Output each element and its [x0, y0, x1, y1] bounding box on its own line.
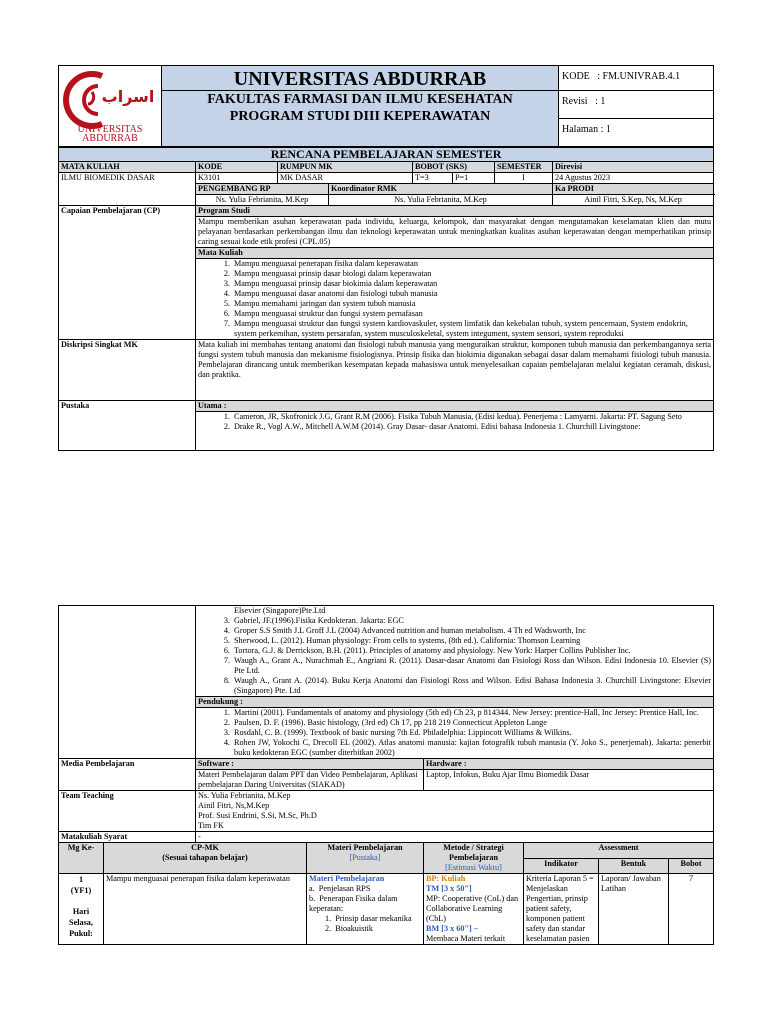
materi-cell: Materi Pembelajaran a. Penjelasan RPS b. Penerapan Fisika dalam keperatan: 1. Prinsip dasar mekanika 2. Bioakuistik [307, 874, 424, 945]
header-kaprodi: Ka PRODI [553, 184, 714, 195]
pustaka-item: 2. Drake R., Vogl A.W., Mitchell A.W.M (2014). Gray Dasar- dasar Anatomi. Edisi bahasa Indonesia 1. Churchill Livingstone: [232, 422, 711, 432]
mata-kuliah-label: Mata Kuliah [196, 248, 714, 259]
faculty-program: FAKULTAS FARMASI DAN ILMU KESEHATAN PROGRAM STUDI DIII KEPERAWATAN [162, 91, 559, 147]
metode-cell: BP: Kuliah TM [3 x 50"] MP: Cooperative (CoL) dan Collaborative Learning (CbL) BM [3 x 60"] – Membaca Materi terkait [424, 874, 524, 945]
header-materi: Materi Pembelajaran [Pustaka] [307, 843, 424, 874]
svg-text:UNIVERSITAS: UNIVERSITAS [77, 124, 143, 135]
svg-text:اسراب: اسراب [101, 87, 155, 106]
abdurrab-logo-icon [62, 68, 158, 142]
cp-mk-item: 4. Mampu menguasai dasar anatomi dan fisiologi tubuh manusia [232, 289, 711, 299]
media-label: Media Pembelajaran [59, 759, 196, 791]
university-name: UNIVERSITAS ABDURRAB [162, 66, 559, 91]
header-assessment: Assessment [524, 843, 714, 859]
pustaka-continued-label [59, 606, 196, 759]
team-member: Ns. Yulia Febrianita, M.Kep [198, 791, 291, 800]
pustaka-item: 5. Sherwood, L. (2012). Human physiology: From cells to systems, (8th ed.). California: Thomson Learning [232, 636, 711, 646]
header-pengembang: PENGEMBANG RP [196, 184, 329, 195]
header-metode: Metode / Strategi Pembelajaran [Estimasi Waktu] [424, 843, 524, 874]
pendukung-item: 2. Paulsen, D. F. (1996). Basic histology, (3rd ed) Ch 17, pp 218 219 Connecticut Appleton Lange [232, 718, 711, 728]
pustaka-continuation: Elsevier (Singapore)Pte.Ltd [234, 606, 326, 615]
utama-list-continued [196, 606, 714, 697]
software-label: Software : [196, 759, 424, 770]
utama-list [196, 412, 714, 451]
program-studi-text: Mampu memberikan asuhan keperawatan pada individu, keluarga, kelompok, dan masyarakat dengan mengutamakan keselamatan klien dan mutu pelayanan berdasarkan perkembangan ilmu dan teknologi keperawatan untuk meningkatkan kualitas asuhan keperawatan dengan memperhatikan prinsip caring sesuai kode etik profesi (CPL.05) [196, 217, 714, 248]
pustaka-item: 7. Waugh A., Grant A., Nurachmah E., Angriani R. (2011). Dasar-dasar Anatomi dan Fisiologi Ross dan Wilson. Edisi Indonesia 10. Elsevier (S) Pte Ltd. [232, 656, 711, 676]
cp-mk-item: 5. Mampu memahami jaringan dan system tubuh manusia [232, 299, 711, 309]
cp-mk-item: 3. Mampu menguasai prinsip dasar biokimia dalam keperawatan [232, 279, 711, 289]
pengembang-name: Ns. Yulia Febrianita, M.Kep [196, 195, 329, 206]
course-p: P=1 [453, 173, 495, 184]
header-cpmk: CP-MK (Sesuai tahapan belajar) [104, 843, 307, 874]
pustaka-item: 1. Cameron, JR, Skofronick J.G, Grant R.M (2006). Fisika Tubuh Manusia, (Edisi kedua). Penerjema : Lamyarni. Jakarta: PT. Sagung Seto [232, 412, 711, 422]
cp-mk-item: 1. Mampu menguasai penerapan fisika dalam keperawatan [232, 259, 711, 269]
koordinator-name: Ns. Yulia Febrianita, M.Kep [329, 195, 553, 206]
hardware-label: Hardware : [424, 759, 714, 770]
header-rumpun: RUMPUN MK [278, 162, 413, 173]
cp-mk-item: 7. Mampu menguasai struktur dan fungsi system kardiovaskuler, system limfatik dan kekebalan tubuh, system pencernaan, System endokrin, system perkemihan, system persarafan, system musculoskeletal, system integument, system sensori, system reproduksi [232, 319, 711, 339]
university-logo [59, 66, 162, 147]
pendukung-label: Pendukung : [196, 697, 714, 708]
course-rumpun: MK DASAR [278, 173, 413, 184]
week-cell: 1 (YF1) Hari Selasa, Pukul: [59, 874, 104, 945]
syarat-label: Matakuliah Syarat [59, 832, 196, 843]
header-direvisi: Direvisi [553, 162, 714, 173]
svg-text:ABDURRAB: ABDURRAB [82, 133, 138, 142]
pustaka-item: 6. Tortora, G.J. & Derrickson, B.H. (2011). Principles of anatomy and physiology. New York: Harper Collins Publisher Inc. [232, 646, 711, 656]
pustaka-item: 3. Gabriel, JF.(1996).Fisika Kedokteran. Jakarta: EGC [232, 616, 711, 626]
header-mg-ke: Mg Ke- [59, 843, 104, 874]
document-header [58, 65, 714, 147]
pendukung-item: 1. Martini (2001). Fundamentals of anatomy and physiology (5th ed) Ch 23, p 814344. New Jersey: prentice-Hall, Inc Jersey: Prentice Hall, Inc. [232, 708, 711, 718]
deskripsi-label: Diskripsi Singkat MK [59, 340, 196, 401]
pustaka-item: 4. Groper S.S Smith J.L Groff J.L (2004) Advanced nutrition and human metabolism. 4 Th ed Wadsworth, Inc [232, 626, 711, 636]
team-member: Ainil Fitri, Ns,M.Kep [198, 801, 270, 810]
header-indikator: Indikator [524, 858, 599, 874]
halaman-cell: Halaman : 1 [559, 119, 714, 147]
pustaka-item: 8. Waugh A., Grant A. (2014). Buku Kerja Anatomi dan Fisiologi Ross and Wilson. Edisi Bahasa Indonesia 3. Churchill Livingstone: Elsevier (Singapore) Pte. Ltd [232, 676, 711, 696]
pustaka-label: Pustaka [59, 401, 196, 451]
cp-label: Capaian Pembelajaran (CP) [59, 206, 196, 340]
revisi-cell: Revisi : 1 [559, 91, 714, 119]
course-kode: K3101 [196, 173, 278, 184]
rps-title: RENCANA PEMBELAJARAN SEMESTER [59, 148, 714, 162]
program-studi-label: Program Studi [196, 206, 714, 217]
course-t: T=3 [413, 173, 453, 184]
deskripsi-text: Mata kuliah ini membahas tentang anatomi dan fisiologi tubuh manusia yang menguraikan struktur, komponen tubuh manusia dan perkembangannya serta fungsi system tubuh manusia dan mekanisme fisiologisnya. Prinsip fisika dan biokimia digunakan sebagai dasar dalam memahami fisiologi tubuh manusia. Pembelajaran dirancang untuk memberikan kesempatan kepada mahasiswa untuk menyelesaikan capaian pembelajaran melalui kegiatan ceramah, diskusi, dan praktika. [196, 340, 714, 401]
kode-cell: KODE : FM.UNIVRAB.4.1 [559, 66, 714, 91]
syarat-value: - [196, 832, 714, 843]
kaprodi-name: Ainil Fitri, S.Kep, Ns, M.Kep [553, 195, 714, 206]
header-bobot: BOBOT (SKS) [413, 162, 495, 173]
pendukung-item: 4. Rohen JW, Yokochi C, Drecoll EL (2002). Atlas anatomi manusia: kajian fotografik tubuh manusia (Y. Joko S., penerjemah). Jakarta: penerbit buku kedokteran EGC (sumber diterbitkan 2002) [232, 738, 711, 758]
software-text: Materi Pembelajaran dalam PPT dan Video Pembelajaran, Aplikasi pembelajaran Daring Universitas (SIAKAD) [196, 770, 424, 791]
rps-table-continued [58, 605, 714, 945]
course-semester: I [495, 173, 553, 184]
header-kode: KODE [196, 162, 278, 173]
bentuk-cell: Laporan/ Jawaban Latihan [599, 874, 669, 945]
cpmk-cell: Mampu menguasai penerapan fisika dalam keperawatan [104, 874, 307, 945]
pendukung-list [196, 708, 714, 759]
header-bentuk: Bentuk [599, 858, 669, 874]
header-mata-kuliah: MATA KULIAH [59, 162, 196, 173]
team-member: Prof. Susi Endrini, S.Si, M.Sc, Ph.D [198, 811, 317, 820]
team-member: Tim FK [198, 821, 224, 830]
cp-mk-item: 6. Mampu menguasai struktur dan fungsi system pernafasan [232, 309, 711, 319]
course-name: ILMU BIOMEDIK DASAR [59, 173, 196, 206]
cp-mk-item: 2. Mampu menguasai prinsip dasar biologi dalam keperawatan [232, 269, 711, 279]
indikator-cell: Kriteria Laporan 5 = Menjelaskan Pengertian, prinsip patient safety, komponen patient safety dan standar keselamatan pasien [524, 874, 599, 945]
utama-label: Utama : [196, 401, 714, 412]
header-bobot-assessment: Bobot [669, 858, 714, 874]
pendukung-item: 3. Rosdahl, C. B. (1999). Textbook of basic nursing 7th Ed. Philadelphia: Lippincott Williams & Wilkins. [232, 728, 711, 738]
rps-table [58, 147, 714, 451]
header-semester: SEMESTER [495, 162, 553, 173]
bobot-cell: 7 [669, 874, 714, 945]
course-direvisi: 24 Agustus 2023 [553, 173, 714, 184]
hardware-text: Laptop, Infokus, Buku Ajar Ilmu Biomedik Dasar [424, 770, 714, 791]
cp-mk-list [196, 259, 714, 340]
team-teaching-label: Team Teaching [59, 791, 196, 832]
header-koordinator: Koordinator RMK [329, 184, 553, 195]
team-teaching-list [196, 791, 714, 832]
